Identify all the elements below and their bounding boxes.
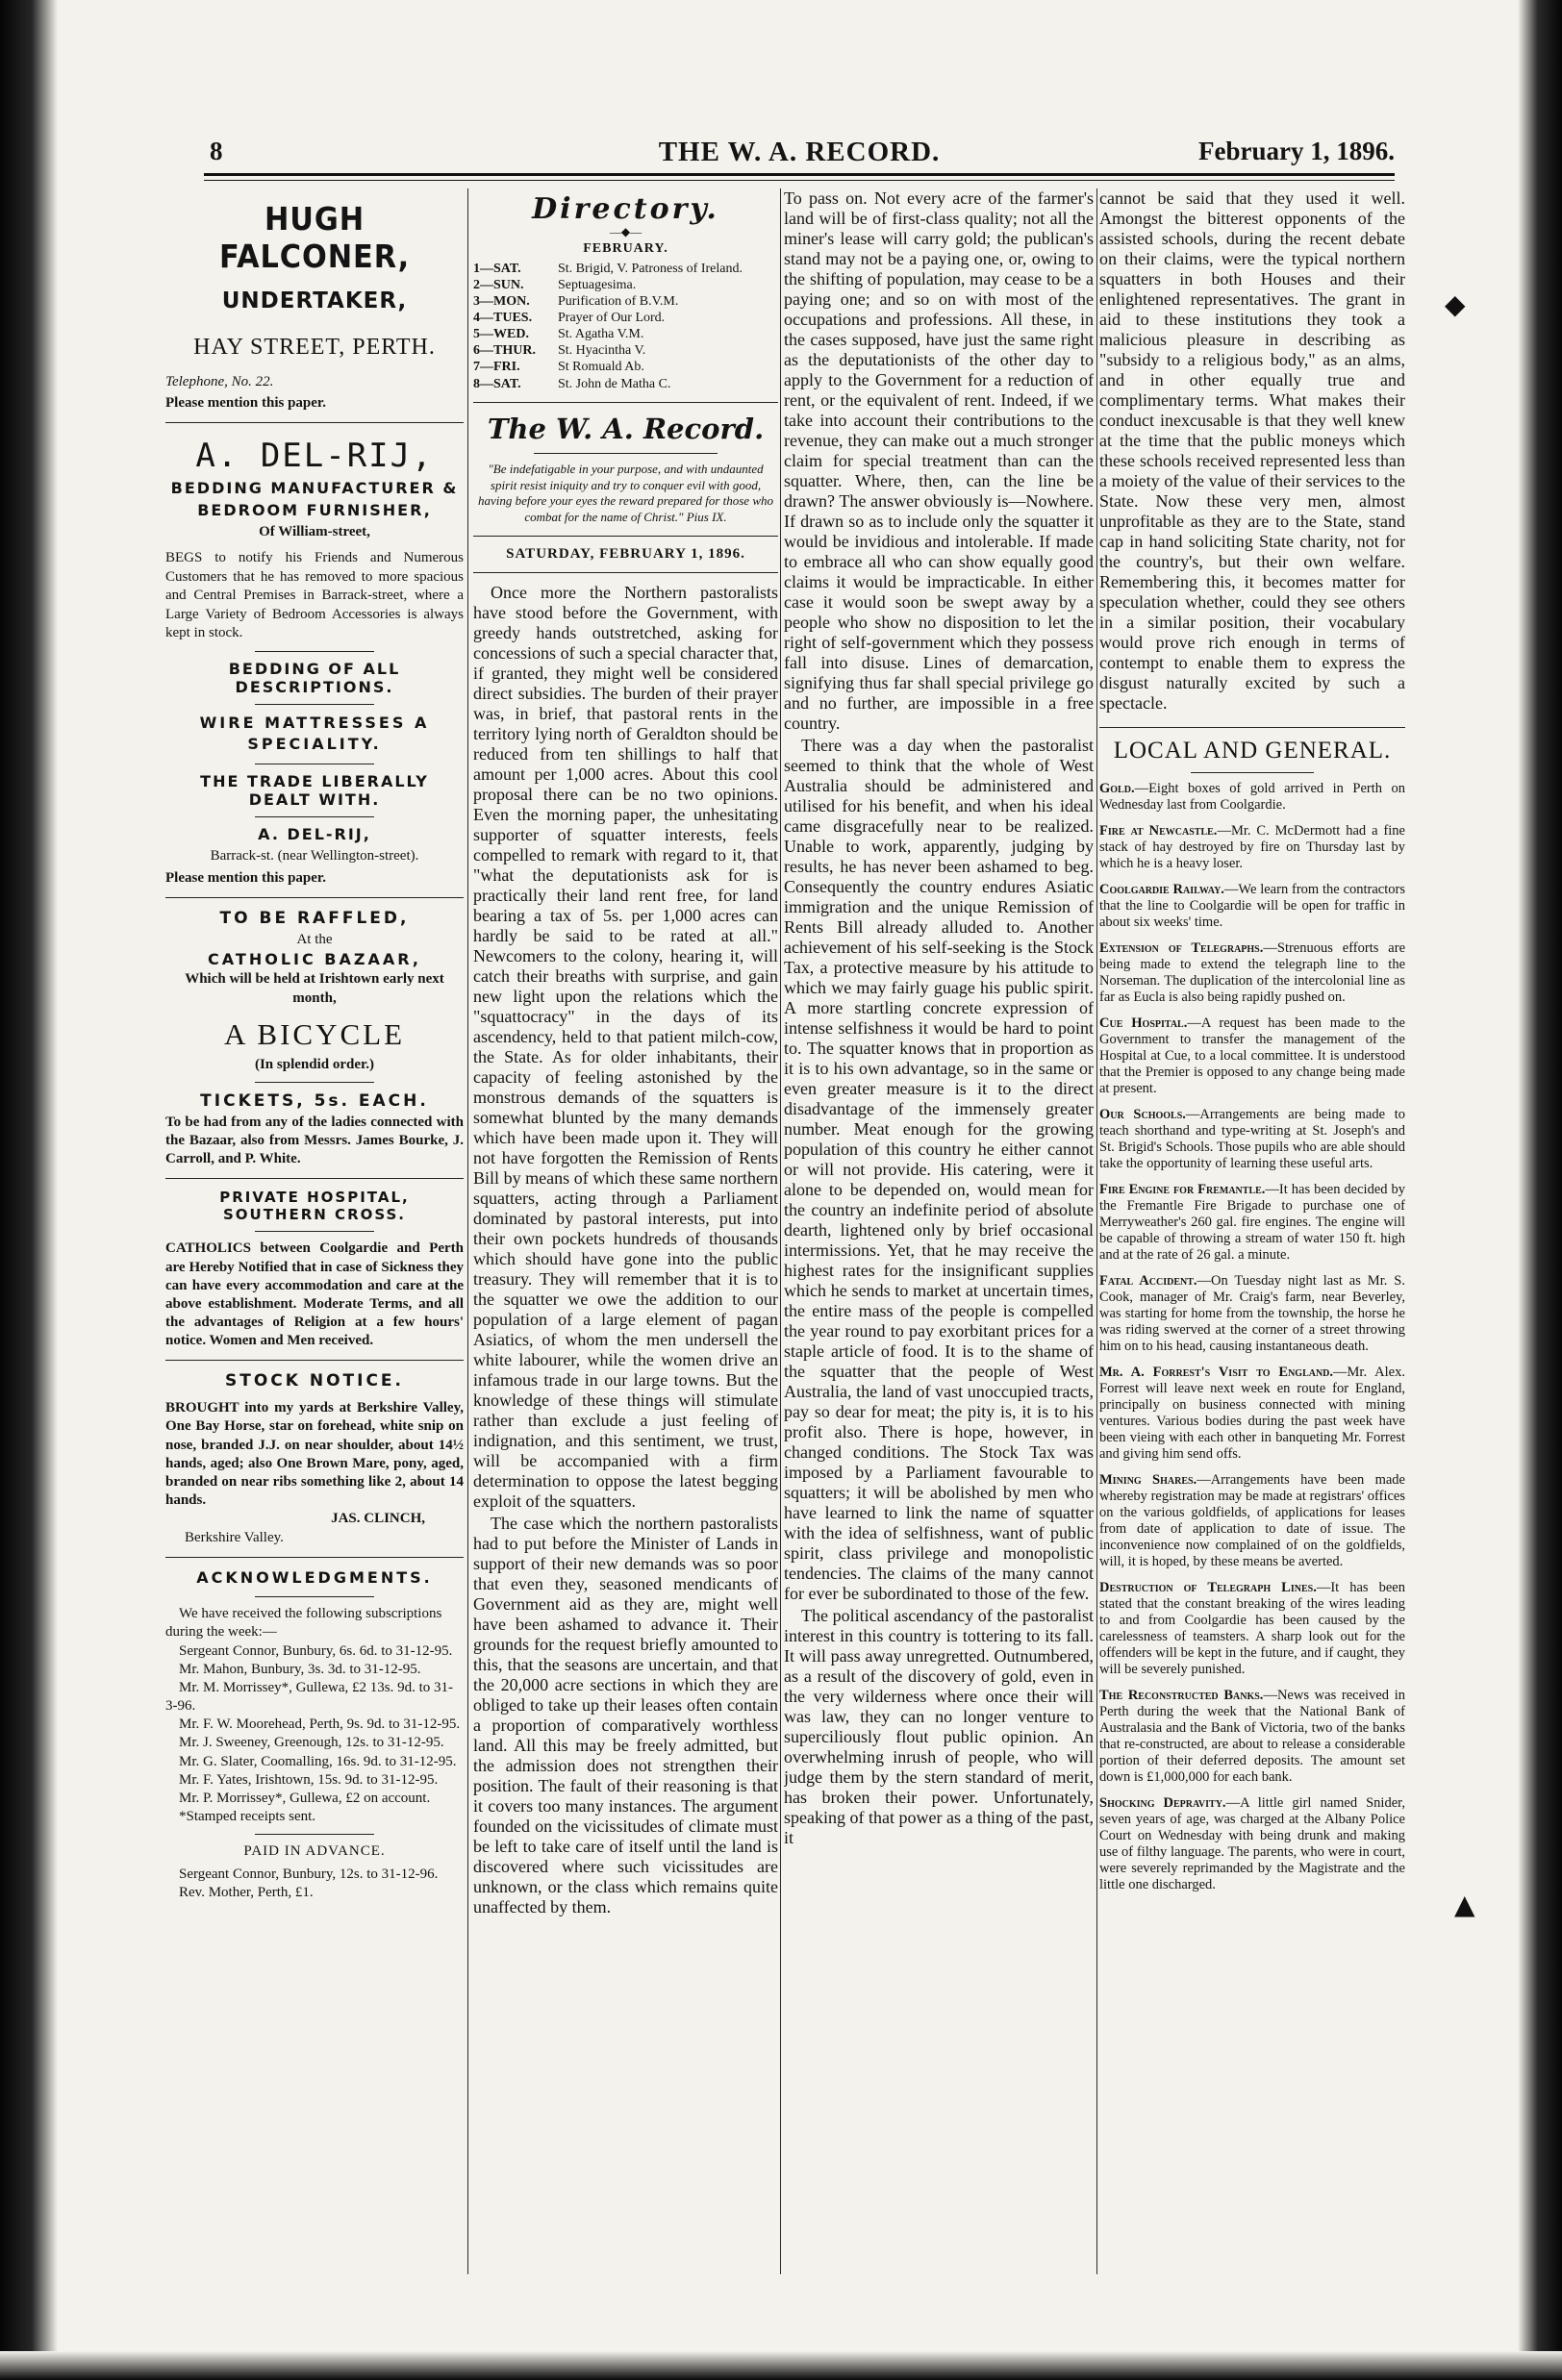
news-items [1099,781,1405,1893]
header-rule [204,173,1395,176]
column-divider [1096,188,1097,2274]
divider [255,651,374,652]
ad-title: PRIVATE HOSPITAL, SOUTHERN CROSS. [219,1189,410,1224]
editorial-text [473,583,778,1917]
divider [255,1082,374,1083]
ad-line: BEDDING MANUFACTURER & [170,479,459,498]
news-item: Extension of Telegraphs.—Strenuous efforts are being made to extend the telegraph line to the Norseman. The duplication of the intercolonial line as far as Eucla is also being rapidly pushed on. [1099,940,1405,1005]
ack-note: *Stamped receipts sent. [179,1809,316,1825]
paid-entry: Rev. Mother, Perth, £1. [179,1884,314,1900]
falconer-ad [165,200,464,413]
column-divider [467,188,468,2274]
divider [1099,727,1405,728]
divider [165,897,464,898]
divider [165,1360,464,1361]
local-heading: LOCAL AND GENERAL. [1113,738,1392,764]
raffle-item: A BICYCLE [223,1016,406,1051]
ad-body: BROUGHT into my yards at Berkshire Valley, One Bay Horse, star on forehead, white snip on nose, branded J.J. on near shoulder, about 14½ hands, aged; also One Brown Mare, pony, aged, branded on near ribs something like 2, about 14 hands. [165,1400,464,1509]
paragraph: The political ascendancy of the pastoralist interest in this country is tottering to its fall. It will pass away unregretted. Outnumbered, as a result of the discovery of gold, even in the very wilderness where once their will was law, they can no longer venture to superciliously flout public opinion. An overwhelming inrush of people, who will judge them by the stern standard of merit, has broken their power. Unfortunately, speaking of that power as a thing of the past, it [784,1606,1094,1847]
paid-entry: Sergeant Connor, Bunbury, 12s. to 31-12-96. [179,1866,439,1882]
ad-telephone: Telephone, No. 22. [165,374,274,389]
ack-intro: We have received the following subscriptions during the week:— [165,1606,442,1641]
raffle-ad [165,908,464,1168]
editorial-column-1 [473,188,778,2274]
divider [165,422,464,423]
ack-entry: Mr. M. Morrissey*, Gullewa, £2 13s. 9d. to 31-3-96. [165,1679,453,1715]
scan-mark-icon: ▲ [1454,1889,1475,1920]
ad-line: Which will be held at Irishtown early next month, [185,971,444,1006]
paragraph: cannot be said that they used it well. Amongst the bitterest opponents of the assisted schools, during the recent debate on their claims, were the typical northern squatters in both Houses and their enlightened representatives. The grant in aid to these institutions they took a malicious pleasure in describing as "subsidy to a religious body," as an alms, and in other equally true and complimentary terms. What makes their conduct inexcusable is that they well knew at the time that the public moneys which these schools received represented less than a moiety of the value of their services to the State. Now these very men, almost unprofitable as they are to the State, stand cap in hand soliciting State charity, not for the country's, but their own welfare. Remembering this, it becomes matter for speculation whether, could they see others in a similar position, their vocabulary would prove rich enough in terms of contempt to enable them to express the disgust naturally excited by such a spectacle. [1099,188,1405,713]
paragraph: The case which the northern pastoralists had to put before the Minister of Lands in support of their new demands was so poor that even they, seasoned mendicants of Government aid as they are, might well have been ashamed to advance it. Their grounds for the request briefly amounted to this, that the seasons are uncertain, and that the 20,000 acre sections in which they are obliged to take up their leases often contain a proportion of comparatively worthless land. All this may be freely admitted, but the admission does not strengthen their position. The fault of their reasoning is that it covers too many instances. The argument founded on the vicissitudes of climate must be left to take care of itself until the land is discovered where such vicissitudes are unknown, or the class which remains quite unaffected by them. [473,1514,778,1917]
ad-title: STOCK NOTICE. [224,1371,404,1391]
paragraph: There was a day when the pastoralist seemed to think that the whole of West Australia should be administered and utilised for his benefit, and when his ideal came disgracefully near to be realized. Unable to work, apparently, judging by results, he has never been ashamed to beg. Consequently the country endures Asiatic immigration and the unique Remission of Rents Bill already alluded to. Another achievement of his self-seeking is the Stock Tax, a protective measure by his attitude to which we may fairly guage his public spirit. A more startling concrete expression of intense selfishness it would be hard to point to. The squatter knows that in proportion as it is to his own advantage, so in the same or even greater measure is it to the direct disadvantage of the immensely greater number. Meat enough for the growing population of this country he either cannot or will not provide. His catering, were it alone to be depended on, would mean for the country an indefinite period of absolute dearth, lightened only by brief occasional intermissions. Yet, that he may receive the highest rates for the insignificant supplies which he sends to market at uncertain times, the entire mass of the people is compelled the year round to pay exorbitant prices for a staple article of food. It is to the shame of the squatter that the people of West Australia, the land of vast unoccupied tracts, pay so dear for meat; the pity is, it is to his profit also. There is hope, however, in changed conditions. The Stock Tax was imposed by a Parliament favourable to squatters; it will be abolished by men who have learned to link the name of squatter with the idea of selfishness, want of public spirit, class privilege and monopolistic tendencies. The claims of the many cannot for ever be subordinated to those of the few. [784,736,1094,1603]
ad-line: At the [296,931,333,947]
ad-name: A. DEL-RIJ, [195,437,434,476]
scan-border-left [0,0,58,2380]
divider [165,1178,464,1179]
ad-mention: Please mention this paper. [165,869,326,886]
ad-line: BEDROOM FURNISHER, [197,501,432,520]
scan-border-right [1518,0,1562,2380]
delrij-ad [165,437,464,888]
divider [473,402,778,403]
editorial-column-2 [784,188,1094,2274]
divider [473,536,778,537]
news-item: Shocking Depravity.—A little girl named Snider, seven years of age, was charged at the Albany Police Court on Wednesday with being drunk and making use of filthy language. The parents, who were in court, were severely reprimanded by the Magistrate and the little one discharged. [1099,1795,1405,1892]
ad-mention: Please mention this paper. [165,395,326,411]
news-item: Gold.—Eight boxes of gold arrived in Perth on Wednesday last from Coolgardie. [1099,781,1405,813]
raffle-condition: (In splendid order.) [254,1056,375,1072]
directory-row: 4—TUES. Prayer of Our Lord. [473,311,666,326]
ad-address: Barrack-st. (near Wellington-street). [210,847,419,864]
directory-row: 1—SAT. St. Brigid, V. Patroness of Ireland. [473,262,743,276]
editorial-text [1099,188,1405,714]
divider [165,1557,464,1558]
paragraph: To pass on. Not every acre of the farmer's land will be of first-class quality; not all the miner's lease will carry gold; the publican's stand may not be a paying one, or, owing to the shifting of population, may cease to be a paying one; and so on with most of the occupations and professions. All these, in the cases supposed, have just the same right as the deputationists of the other day to apply to the Government for a reduction of rent, or the equivalent of rent. Indeed, if we take into account their contributions to the revenue, they can make out a much stronger claim for special treatment than can the squatter. Where, then, can the line be drawn? The answer obviously is—Nowhere. If drawn so as to include only the squatter it would be invidious and intolerable. If made to embrace all who can show equally good claims it would be impracticable. In either case it would soon be swept away by a people who show no disposition to let the right of self-government which they possess fall into disuse. Lines of demarcation, signifying thus far shall special privilege go and no further, are impossible in a free country. [784,188,1094,733]
directory-row: 3—MON. Purification of B.V.M. [473,294,679,310]
directory-title: Directory. [532,192,719,226]
ad-body: BEGS to notify his Friends and Numerous Customers that he has removed to more spacious and Central Premises in Barrack-street, where a Large Variety of Bedroom Accessories is always kept in stock. [165,550,464,641]
column-divider [780,188,781,2274]
ad-line: WIRE MATTRESSES A SPECIALITY. [199,713,430,754]
ad-signer: JAS. CLINCH, [331,1511,425,1527]
newspaper-title: THE W. A. RECORD. [658,137,941,167]
directory-month: FEBRUARY. [583,241,668,256]
paragraph: Once more the Northern pastoralists have stood before the Government, with greedy hands outstretched, asking for concessions of such a special character that, if granted, they might well be considered direct subsidies. The burden of their prayer was, in brief, that pastoral rents in the territory lying north of Geraldton should be reduced from ten shillings to half that amount per 1,000 acres. About this cool proposal there can be no two opinions. Even the morning paper, the unhesitating supporter of squatter interests, feels compelled to remark with regard to it, that "what the deputationists ask for is practically their land rent free, for land bearing a tax of 5s. per 1,000 acres can hardly be said to be rated at all." Newcomers to the colony, hearing it, will catch their breaths with surprise, and gain new light upon the relations which the "squattocracy" in the days of its ascendency, held to that patient milch-cow, the State. As for older inhabitants, their capacity of feeling astonished by the monstrous demands of the squatters is somewhat blunted by the many demands which have been made upon it. They will not have forgotten the Remission of Rents Bill by means of which these same northern squatters, acting through a Parliament dominated by pastoral interests, put into their own pockets hundreds of thousands which should have gone into the public treasury. They will remember that it is to the squatter we owe the addition to our population of a large element of pagan Asiatics, of whom the men undersell the white labourer, while the women drive an infamous trade in our large towns. But the knowledge of these things will stimulate rather than exclude a just feeling of indignation, and this sentiment, we trust, will be accompanied with a firm determination to oppose the latest begging exploit of the squatters. [473,583,778,1512]
news-item: Mr. A. Forrest's Visit to England.—Mr. Alex. Forrest will leave next week en route for England, principally on business connected with mining ventures. Various bodies during the past week have been vieing with each other in banqueting Mr. Forrest and giving him send offs. [1099,1365,1405,1462]
hospital-ad [165,1189,464,1350]
ack-entry: Mr. F. Yates, Irishtown, 15s. 9d. to 31-12-95. [179,1771,439,1788]
ad-place: Berkshire Valley. [185,1529,284,1545]
news-item: Our Schools.—Arrangements are being made to teach shorthand and type-writing at St. Joseph's and St. Brigid's Schools. Those pupils who are able should take the opportunity of learning these useful arts. [1099,1107,1405,1171]
ad-body: To be had from any of the ladies connected with the Bazaar, also from Messrs. James Bourke, J. Carroll, and P. White. [165,1114,464,1167]
divider [1191,772,1313,773]
scan-mark-icon: ◆ [1445,288,1466,320]
editorial-text [784,188,1094,1848]
divider [255,1231,374,1232]
directory-row: 2—SUN. Septuagesima. [473,278,637,293]
directory-row: 5—WED. St. Agatha V.M. [473,327,644,342]
ornament: ―◆― [609,225,642,238]
directory-list [473,261,778,392]
ack-title: ACKNOWLEDGMENTS. [196,1567,433,1587]
news-item: Cue Hospital.—A request has been made to the Government to transfer the management of the Hospital at Cue, to a local committee. It is understood that the Premier is opposed to any change being made at present. [1099,1015,1405,1096]
news-item: Fatal Accident.—On Tuesday night last as Mr. S. Cook, manager of Mr. Craig's farm, near Beverley, was starting for home from the township, the horse he was riding swerved at the corner of a street throwing him on to his head, causing instantaneous death. [1099,1273,1405,1354]
ad-name: HUGH FALCONER, [218,200,411,275]
raffle-tickets: TICKETS, 5s. EACH. [200,1090,429,1111]
page-number: 8 [210,137,223,165]
ad-line: THE TRADE LIBERALLY DEALT WITH. [200,771,429,809]
news-item: Coolgardie Railway.—We learn from the contractors that the line to Coolgardie will be open for traffic in about six weeks' time. [1099,882,1405,930]
ad-line: CATHOLIC BAZAAR, [208,950,421,969]
news-item: Fire at Newcastle.—Mr. C. McDermott had a fine stack of hay destroyed by fire on Thursday last by which he is a heavy loser. [1099,823,1405,871]
ad-line: Of William-street, [259,524,370,540]
ad-address: HAY STREET, PERTH. [193,335,436,360]
header-rule-thin [204,180,1395,181]
divider [255,1834,374,1835]
scan-border-bottom [0,2351,1562,2380]
ad-line: TO BE RAFFLED, [219,909,410,929]
ack-entry: Mr. P. Morrissey*, Gullewa, £2 on account. [179,1791,431,1807]
news-item: The Reconstructed Banks.—News was received in Perth during the week that the National Bank of Australasia and the Bank of Victoria, two of the banks that re-constructed, are about to release a considerable portion of their deferred deposits. The amount set down is £1,000,000 for each bank. [1099,1688,1405,1785]
directory-row: 7—FRI. St Romuald Ab. [473,360,644,375]
news-item: Destruction of Telegraph Lines.—It has been stated that the constant breaking of the wires leading to and from Coolgardie has been caused by the carelessness of teamsters. A sharp look out for the offenders will be kept in the future, and if caught, they will be severely punished. [1099,1580,1405,1677]
ad-body: CATHOLICS between Coolgardie and Perth are Hereby Notified that in case of Sickness they can have every accommodation and care at the above establishment. Moderate Terms, and all the advantages of Religion at a few hours' notice. Women and Men received. [165,1240,464,1349]
stock-notice [165,1370,464,1546]
local-column [1099,188,1405,2274]
news-item: Fire Engine for Fremantle.—It has been decided by the Fremantle Fire Brigade to purchase one of Merryweather's 260 gal. fire engines. The engine will be capable of throwing a stream of water 150 ft. high and at the rate of 26 gal. a minute. [1099,1182,1405,1263]
directory-row: 8—SAT. St. John de Matha C. [473,376,671,391]
acknowledgments [165,1567,464,1902]
ack-entry: Mr. Mahon, Bunbury, 3s. 3d. to 31-12-95. [179,1661,421,1677]
ack-entry: Mr. J. Sweeney, Greenough, 12s. to 31-12-95. [179,1735,444,1751]
issue-date: February 1, 1896. [1198,137,1395,165]
ad-name-2: A. DEL-RIJ, [258,824,371,843]
ack-entry: Sergeant Connor, Bunbury, 6s. 6d. to 31-12-95. [179,1642,453,1659]
paid-title: PAID IN ADVANCE. [243,1843,386,1860]
advertisements-column [165,188,464,2274]
news-item: Mining Shares.—Arrangements have been made whereby registration may be made at registrars' offices on the various goldfields, of applications for leases from date of application to date of issue. The inconvenience now complained of on the goldfields, will, it is hoped, by these means be averted. [1099,1472,1405,1569]
ad-line: BEDDING OF ALL DESCRIPTIONS. [228,659,401,696]
divider [255,816,374,817]
ack-entry: Mr. G. Slater, Coomalling, 16s. 9d. to 31-12-95. [179,1753,457,1769]
directory-row: 6—THUR. St. Hyacintha V. [473,343,646,359]
page-header [204,135,1395,169]
ad-trade: UNDERTAKER, [221,288,408,313]
divider [255,704,374,705]
divider [473,572,778,573]
ack-entry: Mr. F. W. Moorehead, Perth, 9s. 9d. to 31-12-95. [179,1716,461,1733]
masthead-motto: "Be indefatigable in your purpose, and with undaunted spirit resist iniquity and try to conquer evil with good, having before your eyes the reward prepared for those who combat for the name of Christ." Pius IX. [477,461,773,525]
masthead-title: The W. A. Record. [487,412,765,445]
divider [534,453,717,454]
divider [255,1596,374,1597]
masthead-dateline: SATURDAY, FEBRUARY 1, 1896. [506,546,745,563]
